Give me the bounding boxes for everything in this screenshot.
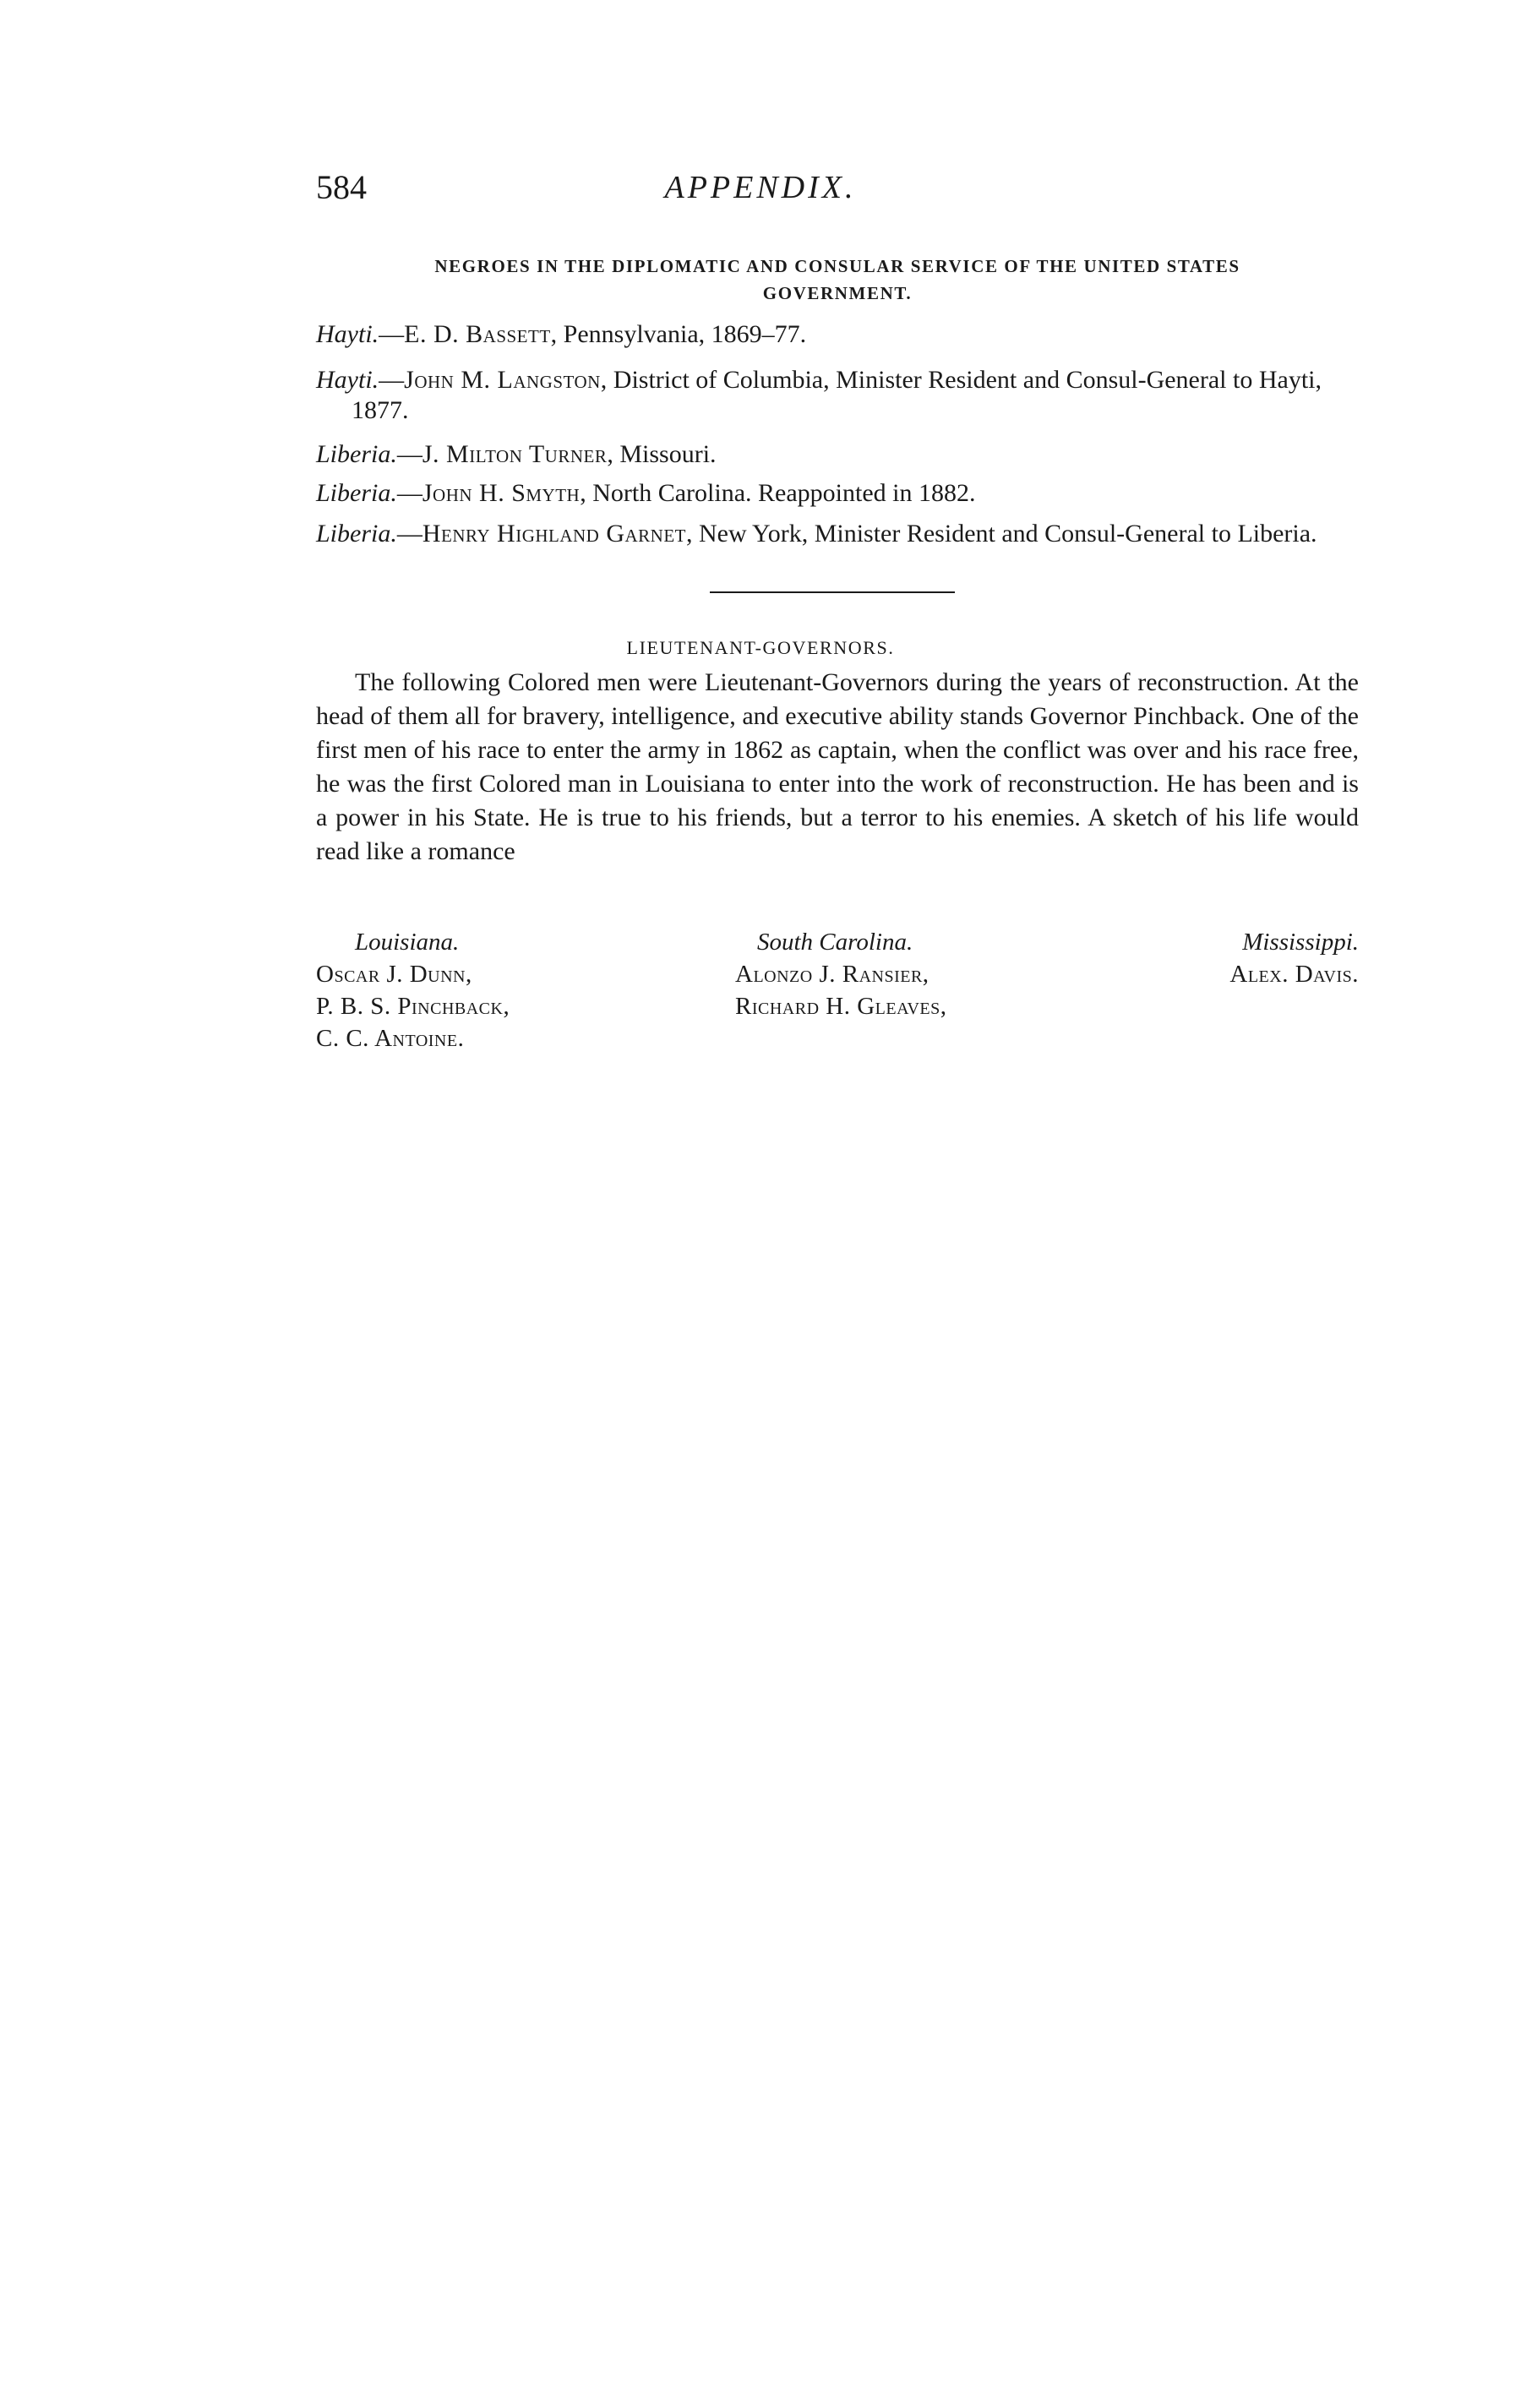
governor-name: P. B. S. Pinchback, bbox=[316, 993, 510, 1020]
state-column-louisiana bbox=[316, 926, 654, 1054]
entry-details: , North Carolina. Reappointed in 1882. bbox=[580, 479, 976, 507]
diplomatic-heading-line-1: NEGROES IN THE DIPLOMATIC AND CONSULAR SERVICE OF THE UNITED STATES bbox=[434, 256, 1240, 276]
state-column-south-carolina bbox=[735, 926, 1073, 1022]
governor-name: Alonzo J. Ransier, bbox=[735, 961, 930, 988]
entry-details: , Pennsylvania, 1869–77. bbox=[550, 320, 807, 348]
entry-details: , Missouri. bbox=[607, 440, 717, 468]
entry-country: Liberia. bbox=[316, 440, 397, 468]
state-heading: South Carolina. bbox=[757, 929, 913, 956]
entry-country: Hayti. bbox=[316, 366, 379, 394]
entry-dash: — bbox=[396, 479, 422, 507]
diplomatic-entry bbox=[316, 478, 1359, 509]
entry-name: John H. Smyth bbox=[422, 479, 581, 507]
diplomatic-entry bbox=[316, 365, 1359, 426]
diplomatic-heading-line-2: GOVERNMENT. bbox=[762, 283, 913, 303]
entry-name: Henry Highland Garnet bbox=[422, 520, 687, 548]
entry-name: E. D. Bassett bbox=[404, 320, 551, 348]
entry-country: Liberia. bbox=[316, 479, 397, 507]
governor-name: Richard H. Gleaves, bbox=[735, 993, 947, 1020]
governor-name: Alex. Davis. bbox=[1229, 961, 1359, 988]
entry-name: J. Milton Turner bbox=[422, 440, 608, 468]
diplomatic-entry bbox=[316, 319, 1359, 350]
entry-dash: — bbox=[396, 520, 422, 548]
entry-dash: — bbox=[379, 320, 405, 348]
lieutenant-governors-heading: LIEUTENANT-GOVERNORS. bbox=[626, 637, 895, 658]
state-heading: Louisiana. bbox=[355, 929, 460, 956]
entry-dash: — bbox=[379, 366, 405, 394]
state-column-mississippi bbox=[1175, 926, 1359, 990]
lieutenant-governors-paragraph: The following Colored men were Lieutenant-Governors during the years of reconstruction. At the head of them all for bravery, intelligence, and executive ability stands Governor Pinchback. One of the first men of his race to enter the army in 1862 as captain, when the conflict was over and his race free, he was the first Colored man in Louisiana to enter into the work of reconstruction. He has been and is a power in his State. He is true to his friends, but a terror to his enemies. A sketch of his life would read like a romance bbox=[316, 668, 1359, 865]
governors-columns bbox=[316, 926, 1359, 1078]
diplomatic-entry bbox=[316, 519, 1359, 549]
entry-details: , New York, Minister Resident and Consul-General to Liberia. bbox=[686, 520, 1317, 548]
entry-dash: — bbox=[396, 440, 422, 468]
entry-country: Hayti. bbox=[316, 320, 379, 348]
governor-name: C. C. Antoine. bbox=[316, 1025, 465, 1052]
entry-name: John M. Langston bbox=[404, 366, 601, 394]
running-head: APPENDIX. bbox=[664, 170, 857, 205]
page-number: 584 bbox=[316, 168, 367, 206]
entry-country: Liberia. bbox=[316, 520, 397, 548]
diplomatic-entry bbox=[316, 439, 1359, 470]
state-heading: Mississippi. bbox=[1242, 929, 1359, 956]
governor-name: Oscar J. Dunn, bbox=[316, 961, 472, 988]
entry-details: , District of Columbia, Minister Resident and Consul-General to Hayti, 1877. bbox=[352, 366, 1322, 424]
section-divider bbox=[710, 591, 955, 593]
